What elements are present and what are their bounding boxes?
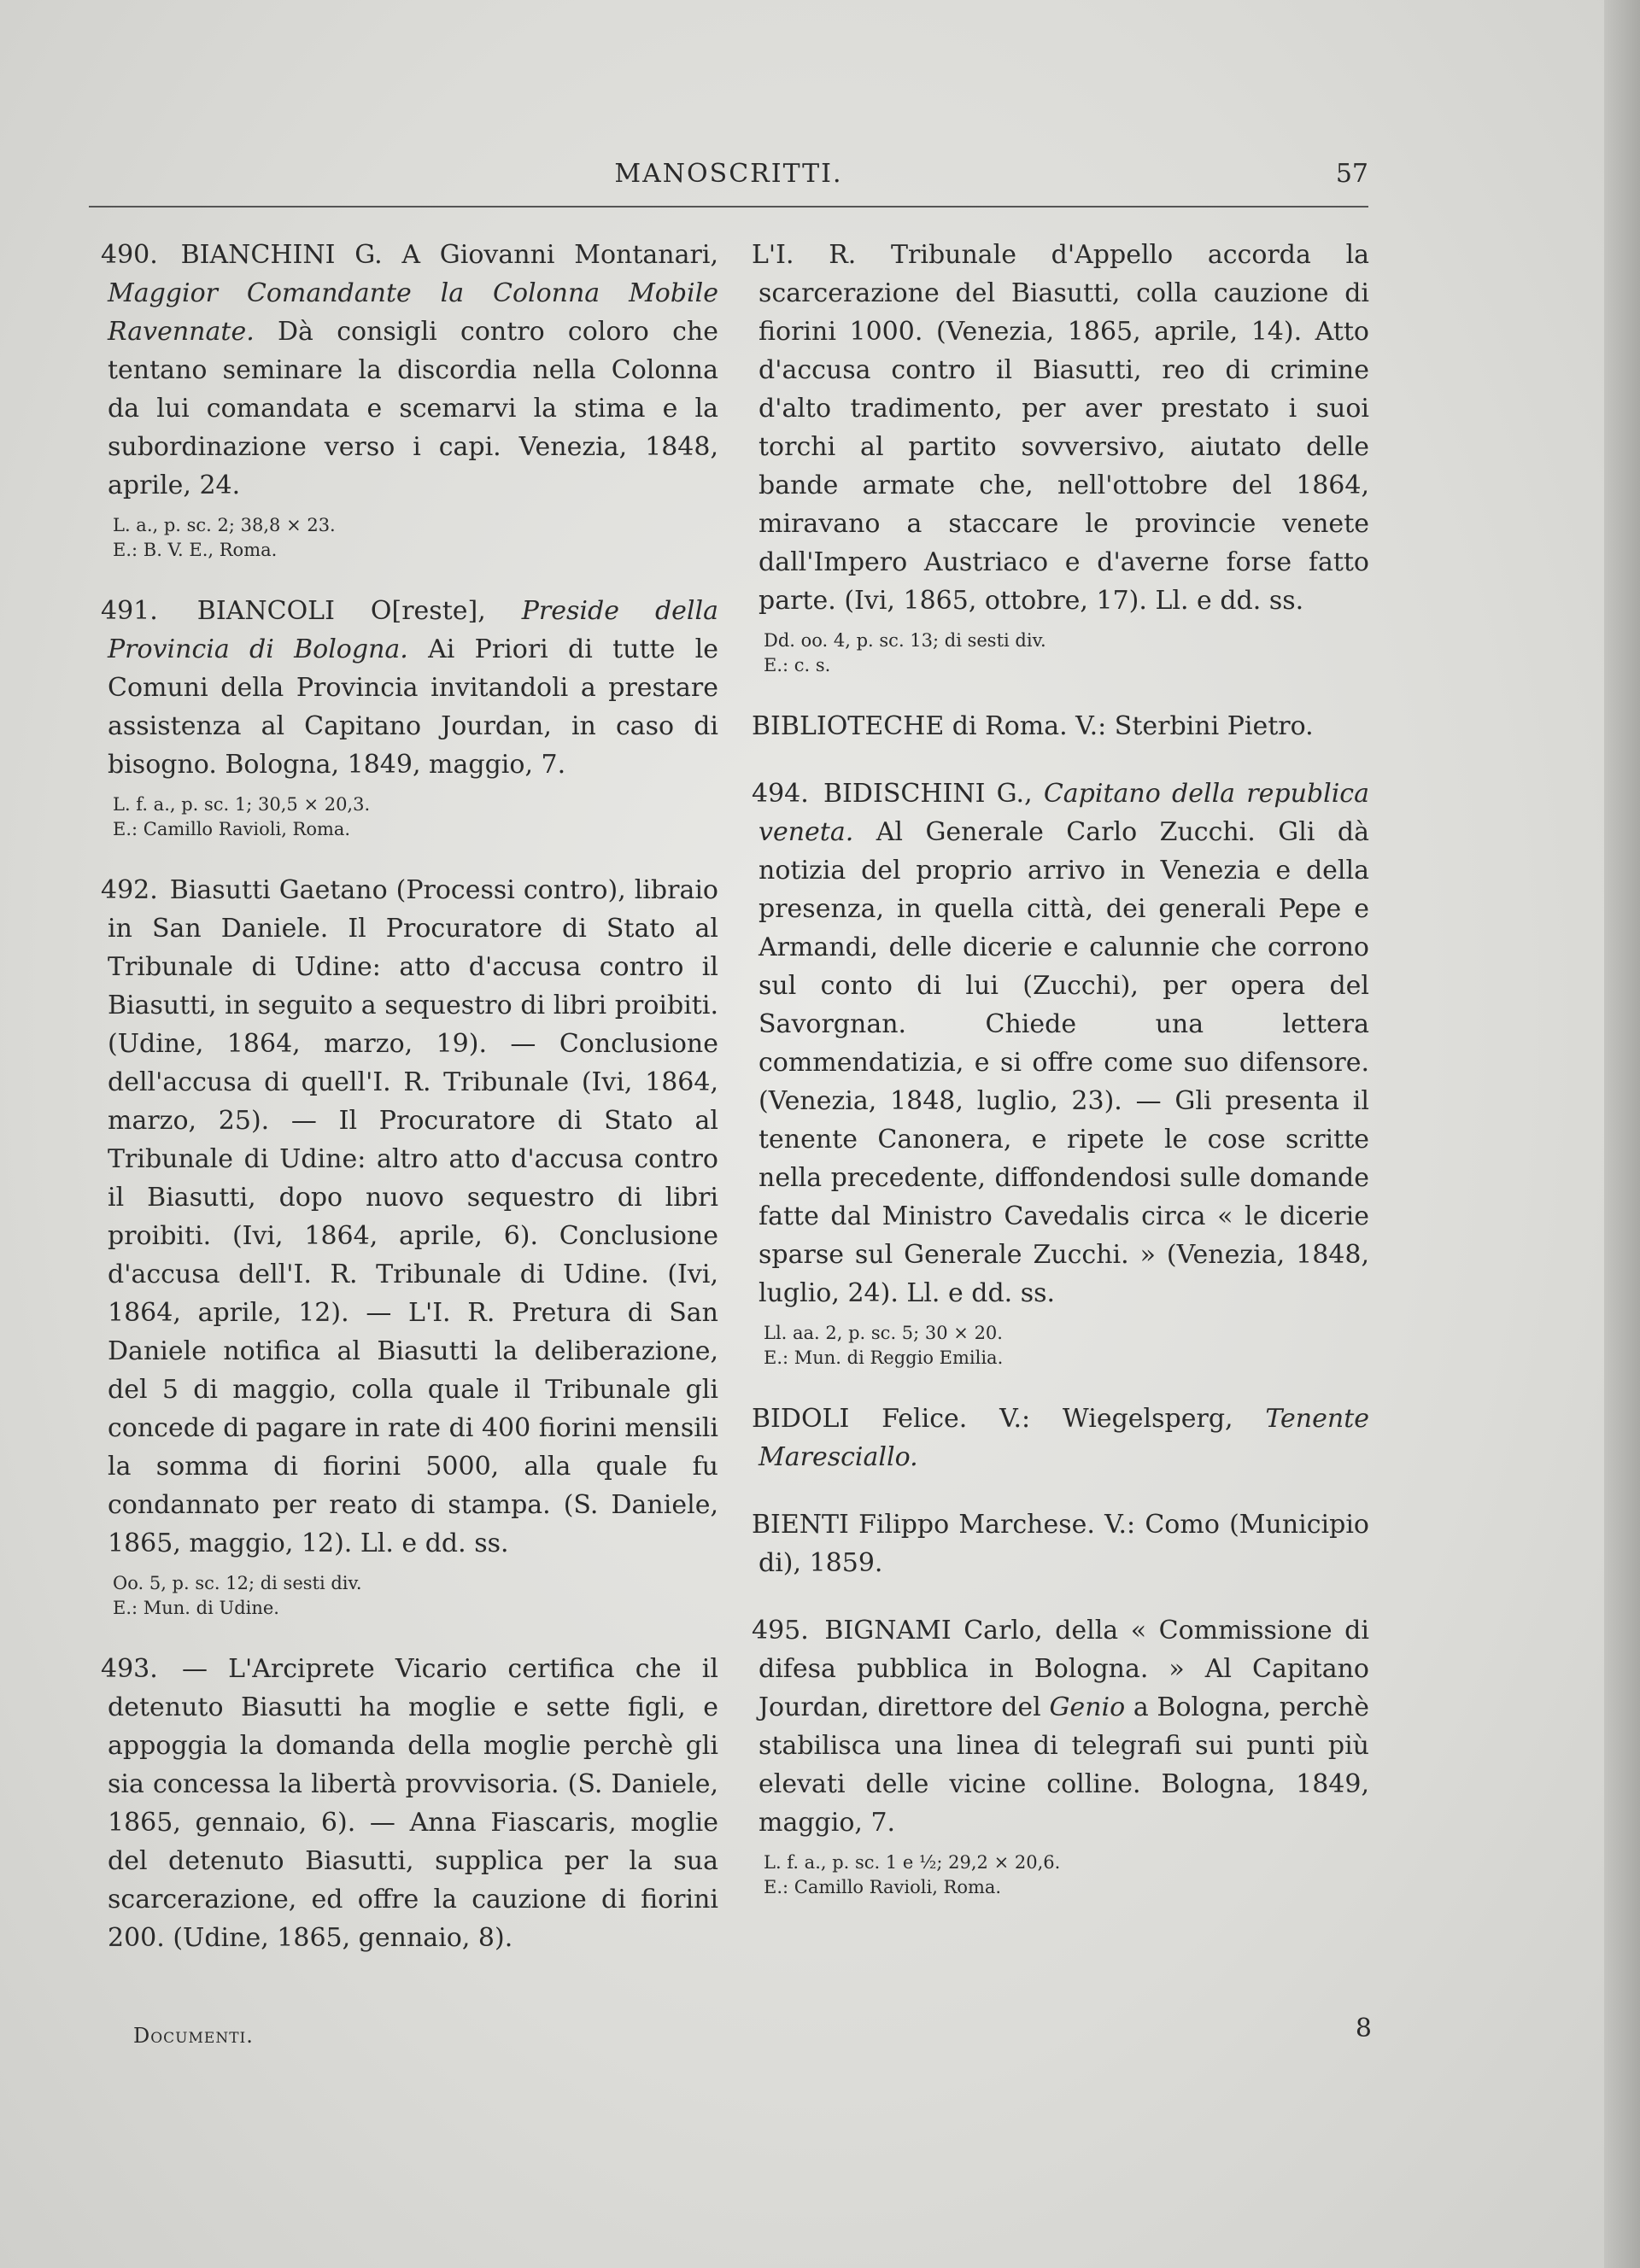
entry-meta — [108, 513, 718, 563]
page-header — [89, 159, 1368, 202]
entry-meta — [758, 628, 1369, 678]
entry-493-continuation — [752, 236, 1369, 678]
cross-reference: BIBLIOTECHE di Roma. V.: Sterbini Pietro. — [752, 711, 1314, 741]
right-column — [752, 236, 1369, 1929]
entry-number: 492. — [101, 875, 158, 905]
cross-reference: BIENTI Filippo Marchese. V.: Como (Municipio di), 1859. — [752, 1510, 1369, 1578]
footer-title: Documenti. — [133, 2024, 254, 2048]
meta-line: Ll. aa. 2, p. sc. 5; 30 × 20. — [764, 1323, 1003, 1343]
entry-meta — [108, 792, 718, 842]
meta-line: E.: Camillo Ravioli, Roma. — [113, 819, 351, 839]
entry-meta — [758, 1321, 1369, 1371]
meta-line: Dd. oo. 4, p. sc. 13; di sesti div. — [764, 630, 1046, 651]
running-head: MANOSCRITTI. — [614, 159, 843, 189]
entry-title: Capitano della republica veneta. — [758, 779, 1369, 847]
entry-495 — [752, 1611, 1369, 1900]
meta-line: Oo. 5, p. sc. 12; di sesti div. — [113, 1573, 362, 1593]
meta-line: E.: Mun. di Udine. — [113, 1598, 279, 1618]
meta-line: L. a., p. sc. 2; 38,8 × 23. — [113, 515, 336, 535]
entry-text: Al Generale Carlo Zucchi. Gli dà notizia del proprio arrivo in Venezia e della presenza, in quella città, dei generali Pepe e Armandi, delle dicerie e calunnie che corrono sul conto di lui (Zucchi), per opera del Savorgnan. Chiede una lettera commendatizia, e si offre come suo difensore. (Venezia, 1848, luglio, 23). — Gli presenta il tenente Canonera, e ripete le cose scritte nella precedente, diffondendosi sulle domande fatte dal Ministro Cavedalis circa « le dicerie sparse sul Generale Zucchi. » (Venezia, 1848, luglio, 24). Ll. e dd. ss. — [758, 817, 1369, 1308]
entry-number: 493. — [101, 1654, 158, 1684]
entry-text: — L'Arciprete Vicario certifica che il detenuto Biasutti ha moglie e sette figli, e appoggia la domanda della moglie perchè gli sia concessa la libertà provvisoria. (S. Daniele, 1865, gennaio, 6). — Anna Fiascaris, moglie del detenuto Biasutti, supplica per la sua scarcerazione, ed offre la cauzione di fiorini 200. (Udine, 1865, gennaio, 8). — [108, 1654, 718, 1953]
cross-reference — [752, 1400, 1369, 1476]
entry-title: Genio — [1049, 1692, 1126, 1722]
page-edge — [1604, 0, 1640, 2268]
entry-title: Preside della Provincia di Bologna. — [108, 596, 718, 664]
meta-line: L. f. a., p. sc. 1; 30,5 × 20,3. — [113, 794, 371, 815]
reference-title: Tenente Maresciallo. — [758, 1404, 1369, 1472]
page-footer — [108, 2014, 1372, 2056]
meta-line: E.: c. s. — [764, 655, 831, 675]
entry-meta — [758, 1850, 1369, 1900]
meta-line: E.: Mun. di Reggio Emilia. — [764, 1347, 1004, 1368]
entry-text: BIANCOLI O[reste], — [196, 596, 522, 626]
entry-text: Biasutti Gaetano (Processi contro), libraio in San Daniele. Il Procuratore di Stato al Tribunale di Udine: atto d'accusa contro il Biasutti, in seguito a sequestro di libri proibiti. (Udine, 1864, marzo, 19). — Conclusione dell'accusa di quell'I. R. Tribunale (Ivi, 1864, marzo, 25). — Il Procuratore di Stato al Tribunale di Udine: altro atto d'accusa contro il Biasutti, dopo nuovo sequestro di libri proibiti. (Ivi, 1864, aprile, 6). Conclusione d'accusa dell'I. R. Tribunale di Udine. (Ivi, 1864, aprile, 12). — L'I. R. Pretura di San Daniele notifica al Biasutti la deliberazione, del 5 di maggio, colla quale il Tribunale gli concede di pagare in rate di 400 fiorini mensili la somma di fiorini 5000, alla quale fu condannato per reato di stampa. (S. Daniele, 1865, maggio, 12). Ll. e dd. ss. — [108, 875, 718, 1558]
meta-line: E.: Camillo Ravioli, Roma. — [764, 1877, 1002, 1897]
reference-text: BIDOLI Felice. V.: Wiegelsperg, — [752, 1404, 1266, 1434]
entry-text: BIDISCHINI G., — [823, 779, 1044, 809]
entry-text: a Bologna, perchè stabilisca una linea di telegrafi sui punti più elevati delle vicine colline. Bologna, 1849, maggio, 7. — [758, 1692, 1369, 1838]
entry-title: Maggior Comandante la Colonna Mobile Ravennate. — [108, 278, 718, 347]
entry-text: Ai Priori di tutte le Comuni della Provincia invitandoli a prestare assistenza al Capitano Jourdan, in caso di bisogno. Bologna, 1849, maggio, 7. — [108, 634, 718, 780]
entry-meta — [108, 1571, 718, 1621]
entry-number: 490. — [101, 240, 158, 270]
entry-number: 491. — [101, 596, 158, 626]
entry-text: BIANCHINI G. A Giovanni Montanari, — [180, 240, 718, 270]
meta-line: E.: B. V. E., Roma. — [113, 540, 278, 560]
entry-number: 495. — [752, 1616, 809, 1645]
entry-text: Dà consigli contro coloro che tentano seminare la discordia nella Colonna da lui comandata e scemarvi la stima e la subordinazione verso i capi. Venezia, 1848, aprile, 24. — [108, 317, 718, 500]
entry-492 — [101, 871, 718, 1621]
page-number: 57 — [1335, 159, 1368, 189]
entry-491 — [101, 592, 718, 842]
entry-490 — [101, 236, 718, 563]
entry-number: 494. — [752, 779, 809, 809]
entry-494 — [752, 775, 1369, 1371]
meta-line: L. f. a., p. sc. 1 e ½; 29,2 × 20,6. — [764, 1852, 1061, 1873]
entry-text: L'I. R. Tribunale d'Appello accorda la scarcerazione del Biasutti, colla cauzione di fiorini 1000. (Venezia, 1865, aprile, 14). Atto d'accusa contro il Biasutti, reo di crimine d'alto tradimento, per aver prestato i suoi torchi al partito sovversivo, aiutato delle bande armate che, nell'ottobre del 1864, miravano a staccare le provincie venete dall'Impero Austriaco e d'averne forse fatto parte. (Ivi, 1865, ottobre, 17). Ll. e dd. ss. — [752, 240, 1369, 616]
header-rule — [89, 206, 1368, 208]
left-column — [101, 236, 718, 1986]
entry-text: BIGNAMI Carlo, della « Commissione di difesa pubblica in Bologna. » Al Capitano Jourdan, direttore del — [758, 1616, 1369, 1722]
entry-493 — [101, 1650, 718, 1957]
signature-mark: 8 — [1355, 2014, 1372, 2043]
